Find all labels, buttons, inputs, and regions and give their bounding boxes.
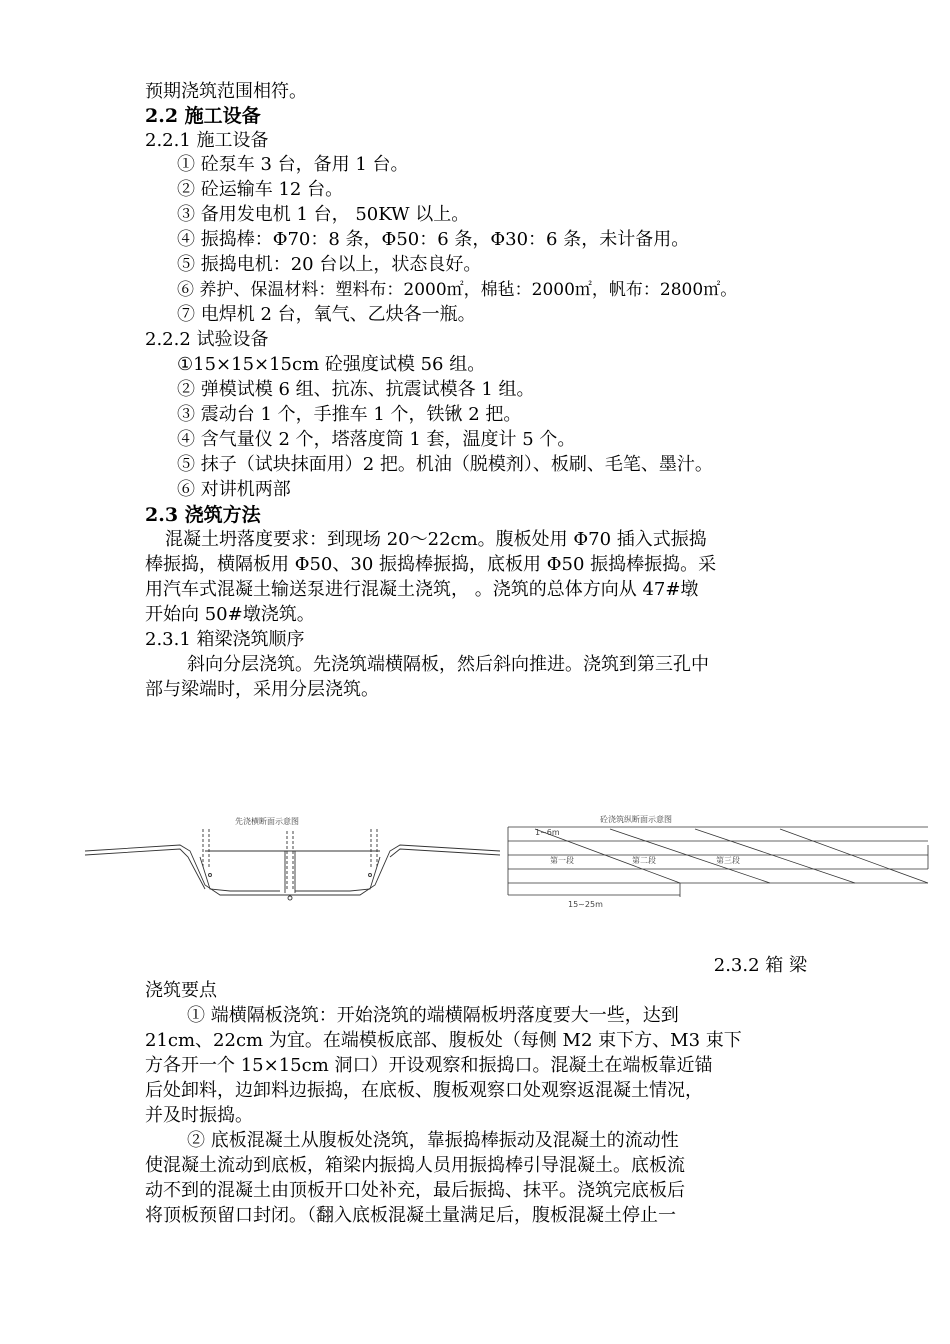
list-item: ③ 震动台 1 个，手推车 1 个，铁锹 2 把。 — [177, 404, 522, 425]
top-dimension-label: 1~6m — [535, 828, 560, 837]
segment-label-2: 第二段 — [632, 856, 656, 865]
list-item: ⑤ 振捣电机：20 台以上，状态良好。 — [177, 254, 482, 275]
list-item: ③ 备用发电机 1 台， 50KW 以上。 — [177, 204, 470, 225]
list-item: ② 弹模试模 6 组、抗冻、抗震试模各 1 组。 — [177, 379, 535, 400]
subsection-heading-2-3-2-cont: 浇筑要点 — [145, 980, 217, 1001]
right-figure-title: 砼浇筑纵断面示意图 — [600, 815, 672, 824]
list-item: ①15×15×15cm 砼强度试模 56 组。 — [177, 354, 486, 375]
paragraph-line: 将顶板预留口封闭。（翻入底板混凝土量满足后，腹板混凝土停止一 — [145, 1205, 676, 1226]
list-item: ① 砼泵车 3 台，备用 1 台。 — [177, 154, 409, 175]
text-line: 预期浇筑范围相符。 — [145, 81, 307, 102]
section-heading-2-2: 2.2 施工设备 — [145, 105, 261, 127]
paragraph-line: 部与梁端时，采用分层浇筑。 — [145, 679, 379, 700]
subsection-heading-2-2-1: 2.2.1 施工设备 — [145, 130, 269, 151]
paragraph-line: ① 端横隔板浇筑：开始浇筑的端横隔板坍落度要大一些，达到 — [187, 1005, 679, 1026]
list-item: ⑤ 抹子（试块抹面用）2 把。机油（脱模剂）、板刷、毛笔、墨汁。 — [177, 454, 713, 475]
paragraph-line: 用汽车式混凝土输送泵进行混凝土浇筑， 。浇筑的总体方向从 47#墩 — [145, 579, 699, 600]
paragraph-line: 动不到的混凝土由顶板开口处补充，最后振捣、抹平。浇筑完底板后 — [145, 1180, 685, 1201]
paragraph-line: 并及时振捣。 — [145, 1105, 253, 1126]
paragraph-line: 混凝土坍落度要求：到现场 20～22cm。腹板处用 Φ70 插入式振捣 — [165, 529, 707, 550]
list-item: ⑥ 养护、保温材料：塑料布：2000㎡，棉毡：2000㎡，帆布：2800㎡。 — [177, 280, 738, 300]
list-item: ④ 含气量仪 2 个，塔落度筒 1 套，温度计 5 个。 — [177, 429, 576, 450]
list-item: ② 砼运输车 12 台。 — [177, 179, 344, 200]
list-item: ⑥ 对讲机两部 — [177, 479, 291, 500]
subsection-heading-2-3-1: 2.3.1 箱梁浇筑顺序 — [145, 629, 305, 650]
segment-label-3: 第三段 — [716, 856, 740, 865]
list-item: ⑦ 电焊机 2 台，氧气、乙炔各一瓶。 — [177, 304, 476, 325]
paragraph-line: 后处卸料，边卸料边振捣，在底板、腹板观察口处观察返混凝土情况， — [145, 1080, 703, 1101]
subsection-heading-2-3-2: 2.3.2 箱 梁 — [713, 955, 807, 976]
box-girder-cross-section — [85, 829, 500, 900]
paragraph-line: ② 底板混凝土从腹板处浇筑，靠振捣棒振动及混凝土的流动性 — [187, 1130, 679, 1151]
bottom-dimension-label: 15~25m — [568, 900, 603, 909]
left-figure-title: 先浇横断面示意图 — [235, 817, 299, 826]
paragraph-line: 开始向 50#墩浇筑。 — [145, 604, 315, 625]
paragraph-line: 使混凝土流动到底板，箱梁内振捣人员用振捣棒引导混凝土。底板流 — [145, 1155, 685, 1176]
paragraph-line: 棒振捣，横隔板用 Φ50、30 振捣棒振捣，底板用 Φ50 振捣棒振捣。采 — [145, 554, 717, 575]
paragraph-line: 方各开一个 15×15cm 洞口）开设观察和振捣口。混凝土在端板靠近锚 — [145, 1055, 713, 1076]
construction-figure — [80, 805, 940, 915]
list-item: ④ 振捣棒：Φ70：8 条，Φ50：6 条，Φ30：6 条，未计备用。 — [177, 229, 690, 250]
subsection-heading-2-2-2: 2.2.2 试验设备 — [145, 329, 269, 350]
section-heading-2-3: 2.3 浇筑方法 — [145, 504, 261, 526]
paragraph-line: 斜向分层浇筑。先浇筑端横隔板，然后斜向推进。浇筑到第三孔中 — [187, 654, 709, 675]
segment-label-1: 第一段 — [550, 856, 574, 865]
paragraph-line: 21cm、22cm 为宜。在端模板底部、腹板处（每侧 M2 束下方、M3 束下 — [145, 1030, 742, 1051]
